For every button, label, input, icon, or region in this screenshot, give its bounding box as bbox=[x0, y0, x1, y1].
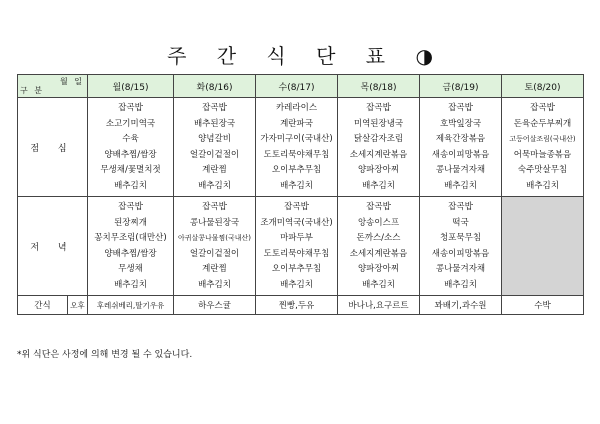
menu-item: 배추김치 bbox=[526, 180, 559, 191]
menu-item: 잡곡밥 bbox=[448, 202, 473, 212]
menu-item: 돈까스/소스 bbox=[356, 233, 401, 243]
menu-item: 계란찜 bbox=[202, 264, 227, 274]
corner-category-label: 구 분 bbox=[20, 86, 44, 95]
menu-item: 잡곡밥 bbox=[118, 202, 143, 212]
menu-item: 배추김치 bbox=[198, 180, 231, 191]
snack-cell-tue: 하우스귤 bbox=[174, 296, 256, 315]
header-row bbox=[18, 75, 584, 98]
menu-item: 배추김치 bbox=[280, 279, 313, 290]
half-moon-icon: ◑ bbox=[415, 44, 433, 68]
menu-item: 얼갈이겉절이 bbox=[189, 149, 240, 160]
snack-cell-wed: 찐빵,두유 bbox=[256, 296, 338, 315]
dinner-row bbox=[18, 197, 584, 296]
menu-item: 잡곡밥 bbox=[448, 103, 473, 113]
footnote: *위 식단은 사정에 의해 변경 될 수 있습니다. bbox=[17, 350, 193, 360]
menu-item: 된장찌개 bbox=[114, 217, 147, 228]
menu-item: 조개미역국(국내산) bbox=[260, 217, 333, 228]
dinner-cell-mon bbox=[88, 197, 174, 296]
lunch-cell-thu bbox=[338, 98, 420, 197]
snack-cell-fri: 꽈배기,과수원 bbox=[420, 296, 502, 315]
menu-item: 고등어살조림(국내산) bbox=[509, 135, 576, 143]
menu-item: 배추된장국 bbox=[193, 118, 236, 129]
snack-cell-mon: 후레쉬베리,딸기우유 bbox=[88, 296, 174, 315]
menu-item: 소고기미역국 bbox=[105, 118, 156, 129]
dinner-label: 저 녁 bbox=[18, 197, 88, 296]
menu-item: 떡국 bbox=[452, 217, 469, 228]
menu-item: 청포묵무침 bbox=[439, 233, 482, 243]
menu-item: 돈육순두부찌개 bbox=[513, 118, 572, 129]
menu-item: 새송이피망볶음 bbox=[431, 149, 490, 160]
menu-item: 제육간장볶음 bbox=[435, 134, 486, 144]
day-header: 토(8/20) bbox=[502, 75, 584, 98]
menu-item: 오이부추무침 bbox=[271, 165, 322, 175]
lunch-cell-sat bbox=[502, 98, 584, 197]
dinner-cell-thu bbox=[338, 197, 420, 296]
snack-cell-sat: 수박 bbox=[502, 296, 584, 315]
menu-item: 콩나물겨자채 bbox=[435, 264, 486, 274]
lunch-row bbox=[18, 98, 584, 197]
weekly-menu-table bbox=[17, 74, 584, 315]
menu-item: 콩나물된장국 bbox=[189, 217, 240, 228]
menu-item: 무생채 bbox=[118, 264, 143, 274]
menu-item: 잡곡밥 bbox=[202, 103, 227, 113]
menu-item: 잡곡밥 bbox=[118, 103, 143, 113]
menu-item: 양배추찜/쌈장 bbox=[104, 149, 157, 160]
menu-item: 수육 bbox=[122, 134, 139, 144]
menu-item: 배추김치 bbox=[362, 180, 395, 191]
corner-header bbox=[18, 75, 88, 98]
menu-item: 배추김치 bbox=[198, 279, 231, 290]
menu-item: 호박잎장국 bbox=[439, 118, 482, 129]
menu-item: 도토리묵야채무침 bbox=[263, 248, 330, 259]
page-title bbox=[0, 40, 600, 69]
menu-item: 가자미구이(국내산) bbox=[260, 134, 333, 144]
menu-item: 계란찜 bbox=[202, 165, 227, 175]
menu-item: 아귀살콩나물찜(국내산) bbox=[177, 234, 252, 242]
menu-item: 미역된장냉국 bbox=[353, 118, 404, 129]
menu-item: 잡곡밥 bbox=[366, 103, 391, 113]
day-header: 화(8/16) bbox=[174, 75, 256, 98]
lunch-cell-fri bbox=[420, 98, 502, 197]
menu-item: 배추김치 bbox=[114, 279, 147, 290]
menu-item: 계란파국 bbox=[280, 118, 313, 129]
menu-item: 오이부추무침 bbox=[271, 264, 322, 274]
menu-item: 배추김치 bbox=[280, 180, 313, 191]
corner-day-label: 월 일 bbox=[60, 77, 84, 86]
menu-item: 마파두부 bbox=[280, 233, 313, 243]
menu-item: 배추김치 bbox=[444, 279, 477, 290]
menu-item: 꽁치무조림(대만산) bbox=[94, 233, 167, 243]
lunch-cell-wed bbox=[256, 98, 338, 197]
snack-cell-thu: 바나나,요구르트 bbox=[338, 296, 420, 315]
menu-item: 얼갈이겉절이 bbox=[189, 248, 240, 259]
lunch-cell-mon bbox=[88, 98, 174, 197]
menu-item: 양파장아찌 bbox=[357, 165, 400, 175]
lunch-cell-tue bbox=[174, 98, 256, 197]
menu-item: 닭살감자조림 bbox=[353, 134, 404, 144]
menu-item: 소세지계란볶음 bbox=[349, 248, 408, 259]
menu-item: 배추김치 bbox=[114, 180, 147, 191]
dinner-cell-sat-empty bbox=[502, 197, 584, 296]
menu-item: 새송이피망볶음 bbox=[431, 248, 490, 259]
dinner-cell-wed bbox=[256, 197, 338, 296]
day-header: 목(8/18) bbox=[338, 75, 420, 98]
menu-item: 카레라이스 bbox=[275, 103, 318, 113]
day-header: 수(8/17) bbox=[256, 75, 338, 98]
menu-item: 콩나물겨자채 bbox=[435, 165, 486, 175]
menu-item: 도토리묵야채무침 bbox=[263, 149, 330, 160]
menu-item: 양파장아찌 bbox=[357, 264, 400, 274]
menu-item: 배추김치 bbox=[362, 279, 395, 290]
snack-sublabel: 오후 bbox=[68, 296, 88, 315]
menu-item: 숙주맛살무침 bbox=[517, 165, 568, 175]
menu-item: 잡곡밥 bbox=[530, 103, 555, 113]
menu-item: 무생채/꽃멸치젓 bbox=[100, 165, 161, 175]
menu-item: 잡곡밥 bbox=[366, 202, 391, 212]
day-header: 금(8/19) bbox=[420, 75, 502, 98]
menu-item: 배추김치 bbox=[444, 180, 477, 191]
day-header: 월(8/15) bbox=[88, 75, 174, 98]
menu-item: 양배추찜/쌈장 bbox=[104, 248, 157, 259]
dinner-cell-fri bbox=[420, 197, 502, 296]
menu-item: 양념갈비 bbox=[198, 134, 231, 144]
menu-item: 잡곡밥 bbox=[284, 202, 309, 212]
snack-label: 간식 bbox=[18, 296, 68, 315]
title-text: 주 간 식 단 표 bbox=[167, 44, 398, 68]
menu-item: 앙송이스프 bbox=[357, 217, 400, 228]
lunch-label: 점 심 bbox=[18, 98, 88, 197]
menu-item: 잡곡밥 bbox=[202, 202, 227, 212]
snack-row bbox=[18, 296, 584, 315]
dinner-cell-tue bbox=[174, 197, 256, 296]
menu-item: 소세지계란볶음 bbox=[349, 149, 408, 160]
menu-item: 어묵마늘종볶음 bbox=[513, 149, 572, 160]
